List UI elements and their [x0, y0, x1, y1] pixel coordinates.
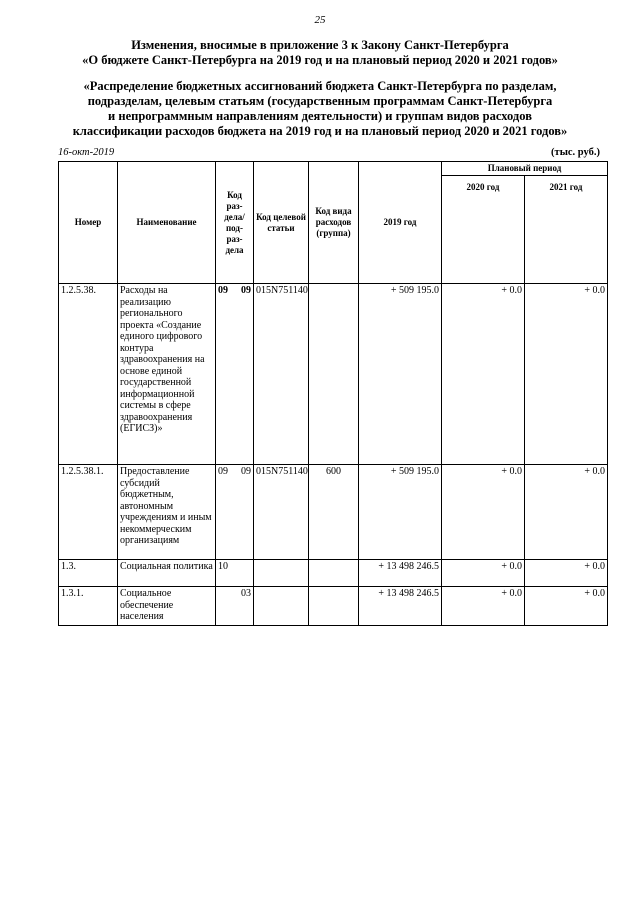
row-value-2020: + 0.0	[442, 587, 525, 626]
row-name: Социальная политика	[118, 560, 216, 587]
row-name: Предоставление субсидий бюджетным, автономным учреждениям и иным некоммерческим организациям	[118, 465, 216, 560]
row-group-code	[309, 587, 359, 626]
row-value-2020: + 0.0	[442, 560, 525, 587]
row-target-code	[254, 560, 309, 587]
header-2019: 2019 год	[359, 162, 442, 284]
subheading-line-1: «Распределение бюджетных ассигнований бюджета Санкт-Петербурга по разделам,	[83, 79, 557, 93]
subheading-line-3: и непрограммным направлениям деятельности) и группам видов расходов	[108, 109, 532, 123]
document-heading	[40, 38, 600, 68]
heading-line-1: Изменения, вносимые в приложение 3 к Закону Санкт-Петербурга	[131, 38, 509, 52]
row-value-2021: + 0.0	[525, 465, 608, 560]
header-2021: 2021 год	[525, 176, 608, 284]
row-number: 1.2.5.38.1.	[59, 465, 118, 560]
header-target: Код целевой статьи	[254, 162, 309, 284]
subheading-line-2: подразделам, целевым статьям (государственным программам Санкт-Петербурга	[87, 94, 553, 108]
row-value-2021: + 0.0	[525, 587, 608, 626]
table-row	[59, 587, 608, 626]
table-row	[59, 284, 608, 465]
units-label: (тыс. руб.)	[551, 147, 600, 158]
row-target-code: 015N751140	[254, 465, 309, 560]
row-value-2020: + 0.0	[442, 465, 525, 560]
document-date: 16-окт-2019	[58, 147, 115, 158]
row-number: 1.2.5.38.	[59, 284, 118, 465]
subheading-line-4: классификации расходов бюджета на 2019 год и на плановый период 2020 и 2021 годов»	[72, 124, 568, 138]
row-value-2019: + 13 498 246.5	[359, 560, 442, 587]
header-section: Код раз-дела/ под-раз-дела	[216, 162, 254, 284]
row-value-2019: + 509 195.0	[359, 284, 442, 465]
header-2020: 2020 год	[442, 176, 525, 284]
header-number: Номер	[59, 162, 118, 284]
row-section-code: 03	[216, 587, 254, 626]
row-group-code	[309, 284, 359, 465]
row-target-code: 015N751140	[254, 284, 309, 465]
document-subheading	[40, 79, 600, 139]
header-name: Наименование	[118, 162, 216, 284]
row-name: Социальное обеспечение населения	[118, 587, 216, 626]
page-number: 25	[314, 14, 326, 26]
row-value-2021: + 0.0	[525, 560, 608, 587]
header-group: Код вида расходов (группа)	[309, 162, 359, 284]
table-row	[59, 560, 608, 587]
row-target-code	[254, 587, 309, 626]
row-value-2019: + 509 195.0	[359, 465, 442, 560]
row-value-2019: + 13 498 246.5	[359, 587, 442, 626]
row-name: Расходы на реализацию регионального проекта «Создание единого цифрового контура здравоохранения на основе единой государственной информационной системы в сфере здравоохранения (ЕГИСЗ)»	[118, 284, 216, 465]
row-value-2020: + 0.0	[442, 284, 525, 465]
row-group-code	[309, 560, 359, 587]
header-planned-period: Плановый период	[442, 162, 608, 176]
table-row	[59, 465, 608, 560]
row-number: 1.3.1.	[59, 587, 118, 626]
row-value-2021: + 0.0	[525, 284, 608, 465]
row-section-code: 09 09	[216, 284, 254, 465]
row-number: 1.3.	[59, 560, 118, 587]
heading-line-2: «О бюджете Санкт-Петербурга на 2019 год и на плановый период 2020 и 2021 годов»	[82, 53, 558, 67]
budget-table	[58, 161, 608, 626]
row-section-code: 10	[216, 560, 254, 587]
row-section-code: 09 09	[216, 465, 254, 560]
row-group-code: 600	[309, 465, 359, 560]
